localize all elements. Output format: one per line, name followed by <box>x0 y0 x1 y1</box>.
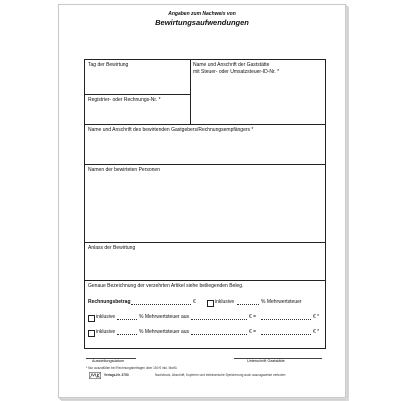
vat-checkbox-2[interactable] <box>88 315 95 322</box>
form-subtitle: Angaben zum Nachweis von <box>168 11 236 17</box>
field-guests-label: Namen der bewirteten Personen <box>88 167 160 173</box>
vat-base-line[interactable] <box>191 319 247 320</box>
form-sheet <box>58 4 346 398</box>
vat-rate-line[interactable] <box>117 319 137 320</box>
invoice-amount-currency: € <box>193 299 196 305</box>
field-register-label: Registrier- oder Rechnungs-Nr. * <box>88 97 161 103</box>
vat-label: % Mehrwertsteuer <box>261 299 302 305</box>
vat-rate-line[interactable] <box>237 304 259 305</box>
row-divider <box>85 94 190 95</box>
inklusive-label: inklusive <box>96 314 116 320</box>
vat-from-label: % Mehrwertsteuer aus <box>139 314 190 320</box>
vat-base-line[interactable] <box>191 334 247 335</box>
vat-checkbox-3[interactable] <box>88 330 95 337</box>
field-host-label: Name und Anschrift des bewirtenden Gastgebers/Rechnungsempfängers * <box>88 127 254 133</box>
form-title: Bewirtungsaufwendungen <box>155 18 249 27</box>
equals-euro-label: € = <box>249 329 257 335</box>
publisher-logo-icon <box>89 372 101 379</box>
equals-euro-label: € = <box>249 314 257 320</box>
signature-label: Unterschrift Gaststätte <box>247 359 285 363</box>
footnote: * Nur auszufüllen bei Rechnungsbeträgen über 150 € inkl. MwSt. <box>86 366 178 370</box>
inklusive-label: inklusive <box>96 329 116 335</box>
vat-rate-line[interactable] <box>117 334 137 335</box>
field-date-label: Tag der Bewirtung <box>88 62 129 68</box>
inklusive-label: inklusive <box>215 299 235 305</box>
row-divider <box>85 280 325 281</box>
column-divider <box>190 60 191 124</box>
invoice-amount-label: Rechnungsbetrag <box>88 299 131 305</box>
invoice-amount-line[interactable] <box>131 304 191 305</box>
euro-star-label: € * <box>313 329 320 335</box>
row-divider <box>85 242 325 243</box>
field-venue-label: Name und Anschrift der Gaststätte <box>193 62 270 68</box>
vat-amount-line[interactable] <box>261 334 311 335</box>
field-occasion-label: Anlass der Bewirtung <box>88 245 136 251</box>
euro-star-label: € * <box>313 314 320 320</box>
publisher-number: Verlags-Nr. 3753 <box>104 373 129 377</box>
field-venue-tax-label: mit Steuer- oder Umsatzsteuer-ID-Nr. * <box>193 69 280 75</box>
vat-from-label: % Mehrwertsteuer aus <box>139 329 190 335</box>
vat-checkbox-1[interactable] <box>207 300 214 307</box>
vat-amount-line[interactable] <box>261 319 311 320</box>
row-divider <box>85 124 325 125</box>
form-table <box>84 59 326 349</box>
issue-date-label: Ausstellungsdatum <box>92 359 125 363</box>
row-divider <box>85 164 325 165</box>
copyright-notice: Nachdruck, Abschrift, Kopieren und elektronische Speicherung auch auszugsweise verboten <box>155 373 286 377</box>
items-note: Genaue Bezeichnung der verzehrten Artikel siehe beiliegenden Beleg. <box>88 283 244 289</box>
